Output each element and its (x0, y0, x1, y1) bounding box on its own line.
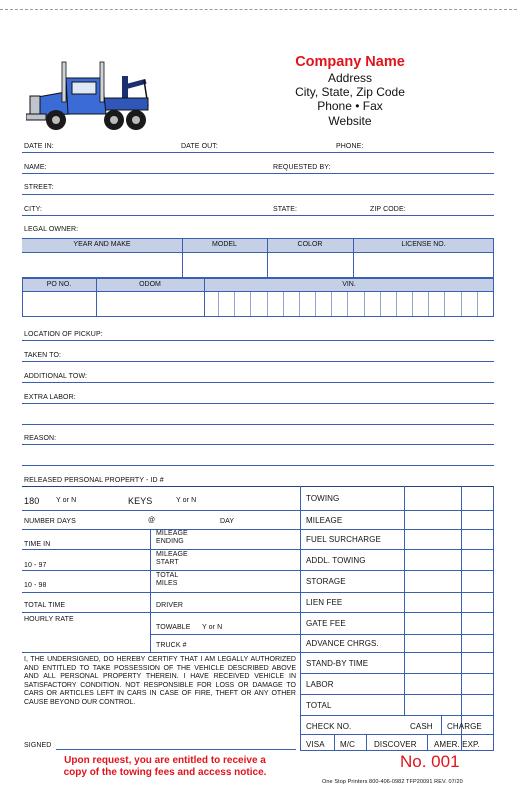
reason-line[interactable] (22, 444, 494, 445)
certification-text: I, THE UNDERSIGNED, DO HEREBY CERTIFY THAT I AM LEGALLY AUTHORIZED AND ENTITLED TO TAKE POSSESSION OF THE VEHICLE DESCRIBED ABOVE AND ALL PERSONAL PROPERTY THEREIN. I HAVE RECEIVED VEHICLE IN SATISFACTORY CONDITION. NOT RESPONSIBLE FOR LOSS OR DAMAGE TO CARS OR ARTICLES LEFT IN CARS IN CASE OF FIRE, THEFT OR ANY OTHER CAUSE BEYOND OUR CONTROL. (24, 656, 296, 706)
check-no-label: CHECK NO. (306, 722, 352, 731)
extra-labor-line[interactable] (22, 403, 494, 404)
discover-option[interactable]: DISCOVER (374, 740, 417, 749)
charge-label: MILEAGE (306, 516, 343, 525)
vin-box-divider (380, 292, 381, 316)
vin-box-divider (267, 292, 268, 316)
location-label: LOCATION OF PICKUP: (24, 331, 103, 338)
state-label: STATE: (273, 206, 298, 213)
requested-by-label: REQUESTED BY: (273, 164, 331, 171)
company-city-line: City, State, Zip Code (295, 85, 405, 99)
keys-label: KEYS (128, 496, 153, 506)
reason-line-2[interactable] (22, 465, 494, 466)
taken-to-label: TAKEN TO: (24, 352, 62, 359)
reason-label: REASON: (24, 435, 57, 442)
vin-box-divider (428, 292, 429, 316)
zip-label: ZIP CODE: (370, 206, 406, 213)
hourly-rate-label: HOURLY RATE (24, 616, 74, 623)
day-label: DAY (220, 518, 235, 525)
vin-box-divider (283, 292, 284, 316)
total-miles-label: TOTAL MILES (156, 572, 179, 587)
location-line[interactable] (22, 340, 494, 341)
cash-option[interactable]: CASH (410, 722, 433, 731)
vin-box-divider (396, 292, 397, 316)
company-website: Website (328, 114, 372, 128)
vin-box-divider (461, 292, 462, 316)
company-phone-fax: Phone • Fax (317, 99, 383, 113)
charge-label: TOWING (306, 494, 340, 503)
perforation-line (0, 0, 517, 10)
charge-row-divider (300, 612, 494, 613)
charge-label: ADDL. TOWING (306, 556, 366, 565)
charge-option[interactable]: CHARGE (447, 722, 482, 731)
mileage-ending-label: MILEAGE ENDING (156, 530, 188, 545)
extra-labor-label: EXTRA LABOR: (24, 394, 76, 401)
vin-box-divider (315, 292, 316, 316)
y-or-n-1[interactable]: Y or N (56, 497, 77, 504)
model-cell[interactable] (183, 253, 267, 277)
col-year-make: YEAR AND MAKE (73, 241, 131, 248)
charge-label: TOTAL (306, 701, 332, 710)
company-address: Address (327, 71, 373, 85)
vin-box-divider (347, 292, 348, 316)
extra-labor-line-2[interactable] (22, 424, 494, 425)
additional-tow-line[interactable] (22, 382, 494, 383)
driver-label: DRIVER (156, 602, 184, 609)
num-180: 180 (24, 496, 40, 506)
name-label: NAME: (24, 164, 47, 171)
charge-row-divider (300, 592, 494, 593)
date-out-label: DATE OUT: (181, 143, 218, 150)
printer-credit: One Stop Printers 800-406-0982 TFP20091 REV. 07/20 (322, 779, 463, 785)
col-odom: ODOM (139, 281, 161, 288)
total-time-label: TOTAL TIME (24, 602, 66, 609)
name-line[interactable] (22, 173, 494, 174)
vin-box-divider (218, 292, 219, 316)
y-or-n-2[interactable]: Y or N (176, 497, 197, 504)
company-name: Company Name (295, 54, 405, 70)
charge-row-divider (300, 634, 494, 635)
charge-row-divider (300, 652, 494, 653)
taken-to-line[interactable] (22, 361, 494, 362)
notice-line-1: Upon request, you are entitled to receive a (64, 755, 266, 766)
released-property-label: RELEASED PERSONAL PROPERTY - ID # (24, 477, 164, 484)
charge-label: FUEL SURCHARGE (306, 535, 381, 544)
number-days-label: NUMBER DAYS (24, 518, 76, 525)
towable-label: TOWABLE (156, 624, 191, 631)
col-license: LICENSE NO. (401, 241, 446, 248)
signed-label: SIGNED (24, 742, 52, 749)
charge-label: GATE FEE (306, 619, 346, 628)
street-line[interactable] (22, 194, 494, 195)
street-label: STREET: (24, 184, 54, 191)
truck-label: TRUCK # (156, 642, 187, 649)
tow-truck-icon (26, 58, 158, 134)
phone-label: PHONE: (336, 143, 364, 150)
col-model: MODEL (212, 241, 237, 248)
vin-box-divider (331, 292, 332, 316)
signature-line[interactable] (56, 749, 296, 750)
charge-label: STAND-BY TIME (306, 659, 369, 668)
amex-option[interactable]: AMER. EXP. (434, 740, 480, 749)
charge-label: STORAGE (306, 577, 346, 586)
vin-box-divider (250, 292, 251, 316)
charge-row-divider (300, 549, 494, 550)
col-po: PO NO. (46, 281, 72, 288)
mileage-start-label: MILEAGE START (156, 551, 188, 566)
form-number: No. 001 (400, 752, 460, 771)
charge-label: LABOR (306, 680, 334, 689)
charge-row-divider (300, 570, 494, 571)
charge-row-divider (300, 673, 494, 674)
time-in-label: TIME IN (24, 541, 51, 548)
at-sign: @ (148, 517, 156, 524)
charge-label: LIEN FEE (306, 598, 343, 607)
charge-row-divider (300, 694, 494, 695)
legal-owner-label: LEGAL OWNER: (24, 226, 79, 233)
charge-label: ADVANCE CHRGS. (306, 639, 379, 648)
city-label: CITY: (24, 206, 43, 213)
y-or-n-3[interactable]: Y or N (202, 624, 223, 631)
vin-box-divider (234, 292, 235, 316)
notice-line-2: copy of the towing fees and access notice. (63, 767, 267, 778)
additional-tow-label: ADDITIONAL TOW: (24, 373, 88, 380)
charge-row-divider (300, 529, 494, 530)
col-vin: VIN. (342, 281, 356, 288)
vin-box-divider (364, 292, 365, 316)
vin-box-divider (477, 292, 478, 316)
col-color: COLOR (297, 241, 323, 248)
date-in-label: DATE IN: (24, 143, 54, 150)
ten-98-label: 10 - 98 (24, 582, 47, 589)
visa-option[interactable]: VISA (306, 740, 325, 749)
vin-box-divider (412, 292, 413, 316)
vin-box-divider (444, 292, 445, 316)
charge-row-divider (300, 510, 494, 511)
mc-option[interactable]: M/C (340, 740, 355, 749)
ten-97-label: 10 - 97 (24, 562, 47, 569)
date-line[interactable] (22, 152, 494, 153)
vin-box-divider (299, 292, 300, 316)
city-line[interactable] (22, 215, 494, 216)
